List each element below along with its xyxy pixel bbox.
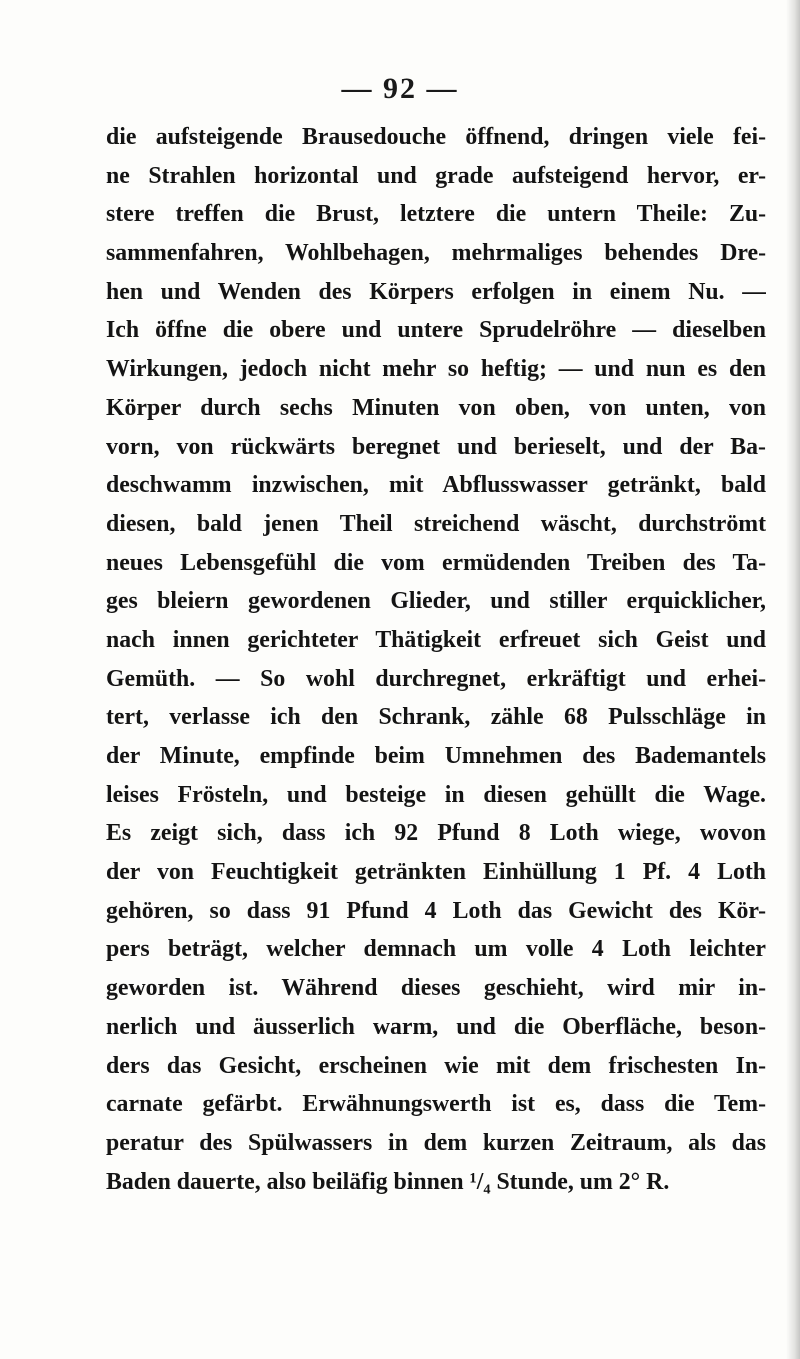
text-line: die aufsteigende Brausedouche öffnend, dringen viele fei- bbox=[106, 124, 766, 150]
text-line: ders das Gesicht, erscheinen wie mit dem frischesten In- bbox=[106, 1052, 766, 1079]
text-line: der von Feuchtigkeit getränkten Einhüllung 1 Pf. 4 Loth bbox=[106, 859, 766, 886]
text-line: Wirkungen, jedoch nicht mehr so heftig; — und nun es den bbox=[106, 356, 766, 383]
text-line: stere treffen die Brust, letztere die untern Theile: Zu- bbox=[106, 201, 766, 228]
text-line: gehören, so dass 91 Pfund 4 Loth das Gewicht des Kör- bbox=[106, 897, 766, 924]
text-line: pers beträgt, welcher demnach um volle 4 Loth leichter bbox=[106, 936, 766, 963]
body-text bbox=[106, 118, 766, 1201]
text-line: ne Strahlen horizontal und grade aufsteigend hervor, er- bbox=[106, 162, 766, 189]
text-line: der Minute, empfinde beim Umnehmen des Bademantels bbox=[106, 743, 766, 769]
text-line: Körper durch sechs Minuten von oben, von unten, von bbox=[106, 394, 766, 421]
page-number: — 92 — bbox=[341, 72, 459, 105]
text-line: deschwamm inzwischen, mit Abflusswasser getränkt, bald bbox=[106, 472, 766, 499]
text-line: geworden ist. Während dieses geschieht, wird mir in- bbox=[106, 975, 766, 1002]
text-line: diesen, bald jenen Theil streichend wäscht, durchströmt bbox=[106, 510, 766, 537]
text-line: Baden dauerte, also beiläfig binnen ¹/₄ Stunde, um 2° R. bbox=[106, 1168, 670, 1195]
text-line: Ich öffne die obere und untere Sprudelröhre — dieselben bbox=[106, 317, 766, 344]
text-line: peratur des Spülwassers in dem kurzen Zeitraum, als das bbox=[106, 1129, 766, 1156]
text-line: Es zeigt sich, dass ich 92 Pfund 8 Loth wiege, wovon bbox=[106, 820, 766, 847]
text-line: carnate gefärbt. Erwähnungswerth ist es, dass die Tem- bbox=[106, 1091, 766, 1118]
text-line: tert, verlasse ich den Schrank, zähle 68 Pulsschläge in bbox=[106, 704, 766, 731]
text-line: vorn, von rückwärts beregnet und berieselt, und der Ba- bbox=[106, 433, 766, 460]
text-line: Gemüth. — So wohl durchregnet, erkräftigt und erhei- bbox=[106, 665, 766, 692]
text-line: leises Frösteln, und besteige in diesen gehüllt die Wage. bbox=[106, 781, 766, 808]
text-line: hen und Wenden des Körpers erfolgen in einem Nu. — bbox=[106, 278, 766, 305]
text-line: ges bleiern gewordenen Glieder, und stiller erquicklicher, bbox=[106, 588, 766, 615]
text-line: neues Lebensgefühl die vom ermüdenden Treiben des Ta- bbox=[106, 549, 766, 576]
text-line: nach innen gerichteter Thätigkeit erfreuet sich Geist und bbox=[106, 626, 766, 653]
text-line: sammenfahren, Wohlbehagen, mehrmaliges behendes Dre- bbox=[106, 240, 766, 267]
text-line: nerlich und äusserlich warm, und die Oberfläche, beson- bbox=[106, 1013, 766, 1040]
page-edge-shadow bbox=[786, 0, 800, 1359]
